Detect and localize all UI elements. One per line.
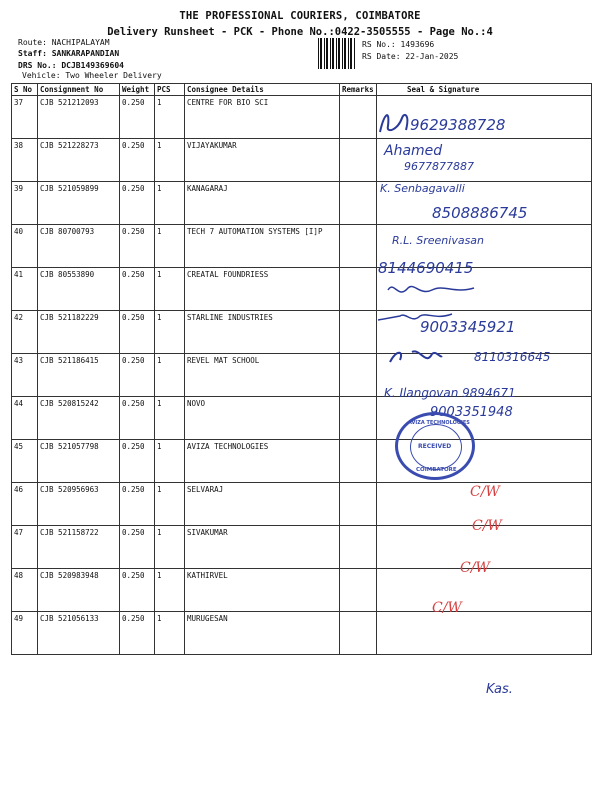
header-consignment: Consignment No [38,84,120,96]
cell-remarks [340,483,377,526]
route-label: Route: NACHIPALAYAM [18,38,110,47]
cell-consignee: CREATAL FOUNDRIESS [185,268,340,311]
staff-value: SANKARAPANDIAN [51,49,120,58]
cell-sno: 44 [12,397,38,440]
header-signature: Seal & Signature [377,84,592,96]
cell-pcs: 1 [155,397,185,440]
cell-pcs: 1 [155,354,185,397]
drs-row [18,61,124,70]
rs-date: RS Date: 22-Jan-2025 [362,52,459,61]
cell-remarks [340,397,377,440]
cw-mark-46: C/W [470,484,500,500]
table-header-row [12,84,592,96]
cell-sno: 47 [12,526,38,569]
cell-consignment: CJB 520983948 [38,569,120,612]
cell-pcs: 1 [155,225,185,268]
cell-pcs: 1 [155,440,185,483]
cell-consignee: AVIZA TECHNOLOGIES [185,440,340,483]
cell-remarks [340,311,377,354]
cell-remarks [340,182,377,225]
table-row [12,483,592,526]
signature-39-phone: 8508886745 [432,204,528,222]
signature-scribble-43 [386,346,446,368]
staff-label: Staff: [18,49,52,58]
cell-pcs: 1 [155,311,185,354]
cell-signature [377,612,592,655]
cell-consignment: CJB 80553890 [38,268,120,311]
cell-weight: 0.250 [120,139,155,182]
staff-row [18,49,119,58]
signature-scribble-41 [384,278,484,302]
cell-sno: 45 [12,440,38,483]
cell-sno: 42 [12,311,38,354]
cell-weight: 0.250 [120,354,155,397]
cell-weight: 0.250 [120,182,155,225]
cell-consignment: CJB 521158722 [38,526,120,569]
table-row [12,139,592,182]
cell-consignment: CJB 521059899 [38,182,120,225]
cell-weight: 0.250 [120,483,155,526]
header-pcs: PCS [155,84,185,96]
cell-consignee: TECH 7 AUTOMATION SYSTEMS [I]P [185,225,340,268]
cell-consignment: CJB 521056133 [38,612,120,655]
signature-44-line2: 9003351948 [430,405,513,420]
signature-41: 8144690415 [378,259,474,277]
cell-pcs: 1 [155,569,185,612]
cw-mark-48: C/W [460,560,490,576]
seal-middle-text: RECEIVED [418,443,452,450]
cell-consignee: REVEL MAT SCHOOL [185,354,340,397]
cell-weight: 0.250 [120,440,155,483]
cell-pcs: 1 [155,268,185,311]
cell-consignee: STARLINE INDUSTRIES [185,311,340,354]
cell-pcs: 1 [155,526,185,569]
cell-remarks [340,612,377,655]
table-row [12,569,592,612]
cell-consignment: CJB 521182229 [38,311,120,354]
drs-label: DRS No.: [18,61,62,70]
signature-44-line1: K. Ilangovan 9894671 [384,386,516,400]
cell-consignment: CJB 521057798 [38,440,120,483]
cell-sno: 46 [12,483,38,526]
cell-remarks [340,569,377,612]
company-seal [395,412,475,480]
cell-remarks [340,526,377,569]
cell-weight: 0.250 [120,311,155,354]
table-row [12,440,592,483]
cell-remarks [340,440,377,483]
signature-37: 9629388728 [410,116,506,134]
cell-sno: 39 [12,182,38,225]
cell-consignment: CJB 80700793 [38,225,120,268]
cell-sno: 38 [12,139,38,182]
cell-consignment: CJB 521212093 [38,96,120,139]
cell-weight: 0.250 [120,96,155,139]
barcode [318,38,356,69]
cell-sno: 41 [12,268,38,311]
signature-42: 9003345921 [420,318,516,336]
cell-weight: 0.250 [120,397,155,440]
signature-40: R.L. Sreenivasan [392,234,485,247]
runsheet-title: Delivery Runsheet - PCK - Phone No.:0422-3505555 - Page No.:4 [107,26,493,38]
signature-39-name: K. Senbagavalli [380,182,465,195]
cell-remarks [340,268,377,311]
cell-sno: 48 [12,569,38,612]
cell-consignee: KANAGARAJ [185,182,340,225]
cell-sno: 37 [12,96,38,139]
cell-consignee: KATHIRVEL [185,569,340,612]
cell-pcs: 1 [155,612,185,655]
rs-number: RS No.: 1493696 [362,40,435,49]
cell-consignee: SELVARAJ [185,483,340,526]
cell-sno: 40 [12,225,38,268]
cw-mark-47: C/W [472,518,502,534]
cell-consignee: VIJAYAKUMAR [185,139,340,182]
header-remarks: Remarks [340,84,377,96]
cell-consignment: CJB 521228273 [38,139,120,182]
cell-consignee: MURUGESAN [185,612,340,655]
signature-43: 8110316645 [474,350,551,364]
cell-pcs: 1 [155,96,185,139]
cell-remarks [340,96,377,139]
cell-consignment: CJB 520815242 [38,397,120,440]
vehicle-label: Vehicle: Two Wheeler Delivery [22,71,162,80]
cell-consignment: CJB 520956963 [38,483,120,526]
cell-consignment: CJB 521186415 [38,354,120,397]
cell-remarks [340,225,377,268]
cell-consignee: NOVO [185,397,340,440]
cell-weight: 0.250 [120,612,155,655]
table-row [12,268,592,311]
cell-remarks [340,354,377,397]
table-row [12,526,592,569]
cell-weight: 0.250 [120,526,155,569]
signature-38-phone: 9677877887 [404,160,474,173]
cell-pcs: 1 [155,182,185,225]
cell-pcs: 1 [155,139,185,182]
header-sno: S No [12,84,38,96]
cell-weight: 0.250 [120,569,155,612]
drs-value: DCJB149369604 [61,61,124,70]
cell-consignee: SIVAKUMAR [185,526,340,569]
cell-remarks [340,139,377,182]
cell-consignee: CENTRE FOR BIO SCI [185,96,340,139]
cell-weight: 0.250 [120,268,155,311]
seal-top-text: AVIZA TECHNOLOGIES [408,420,470,426]
cell-weight: 0.250 [120,225,155,268]
header-weight: Weight [120,84,155,96]
footer-initials: Kas. [486,682,513,697]
cell-pcs: 1 [155,483,185,526]
seal-bottom-text: COIMBATORE [416,467,457,473]
company-title: THE PROFESSIONAL COURIERS, COIMBATORE [179,10,421,22]
runsheet-table [11,83,592,655]
signature-38-name: Ahamed [384,143,443,159]
cw-mark-49: C/W [432,600,462,616]
header-consignee: Consignee Details [185,84,340,96]
cell-sno: 43 [12,354,38,397]
table-row [12,612,592,655]
cell-sno: 49 [12,612,38,655]
table-row [12,225,592,268]
